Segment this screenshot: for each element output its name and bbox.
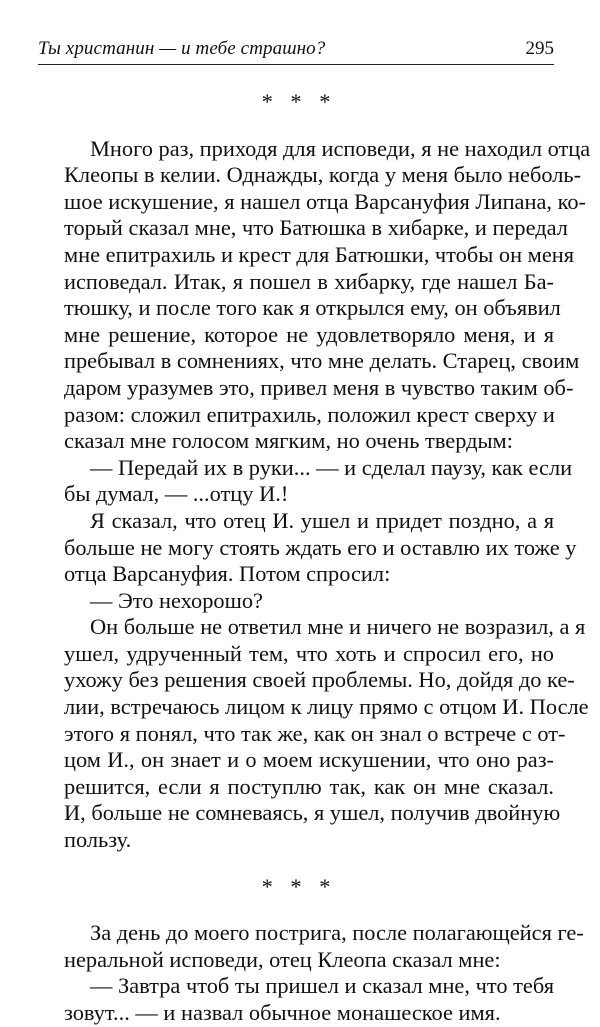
paragraph [38, 920, 584, 973]
paragraph [38, 588, 554, 615]
paragraph [38, 135, 591, 455]
paragraph [38, 454, 573, 508]
text-line: цом И., он знает и о моем искушении, что оно раз- [64, 747, 554, 773]
text-line: Клеопы в келии. Однажды, когда у меня было неболь- [64, 162, 582, 188]
text-line: лии, встречаюсь лицом к лицу прямо с отцом И. После [64, 694, 589, 720]
paragraph [38, 507, 577, 588]
text-line: — Завтра чтоб ты пришел и сказал мне, что тебя [90, 973, 554, 999]
body-text [38, 89, 591, 1027]
text-line: шое искушение, я нашел отца Варсануфия Липана, ко- [64, 188, 586, 214]
section-divider: * * * [261, 89, 337, 114]
text-line: Я сказал, что отец И. ушел и придет поздно, а я [90, 507, 554, 533]
text-line: зовут... — и назвал обычное монашеское имя. [64, 1000, 501, 1025]
text-line: сказал мне голосом мягким, но очень твердым: [64, 428, 513, 454]
text-line: ухожу без решения своей проблемы. Но, дойдя до ке- [64, 667, 575, 693]
text-line: Много раз, приходя для исповеди, я не находил отца [90, 135, 591, 161]
text-line: решится, если я поступлю так, как он мне сказал. [64, 773, 554, 799]
text-line: ушел, удрученный тем, что хоть и спросил его, но [64, 640, 554, 666]
running-title: Ты христанин — и тебе страшно? [38, 38, 326, 59]
text-line: разом: сложил епитрахиль, положил крест сверху и [64, 401, 555, 427]
text-line: отца Варсануфия. Потом спросил: [64, 561, 391, 587]
text-line: — Передай их в руки... — и сделал паузу, как если [90, 454, 573, 480]
text-line: — Это нехорошо? [90, 587, 263, 613]
page-header [38, 34, 554, 65]
text-line: бы думал, — ...отцу И.! [64, 481, 289, 507]
text-line: мне епитрахиль и крест для Батюшки, чтобы он меня [64, 241, 575, 267]
text-line: За день до моего пострига, после полагающейся ге- [90, 920, 584, 946]
text-line: И, больше не сомневаясь, я ушел, получив двойную [64, 800, 561, 826]
text-line: неральной исповеди, отец Клеопа сказал мне: [64, 946, 501, 972]
text-line: даром уразумев это, привел меня в чувство таким об- [64, 374, 574, 400]
text-line: тюшку, и после того как я открылся ему, он объявил [64, 295, 561, 321]
text-line: Он больше не ответил мне и ничего не возразил, а я [90, 614, 586, 640]
text-line: пользу. [64, 827, 132, 853]
text-line: этого я понял, что так же, как он знал о встрече с от- [64, 720, 566, 746]
text-line: торый сказал мне, что Батюшка в хибарке, и передал [64, 215, 568, 241]
page-number: 295 [525, 38, 554, 59]
text-line: мне решение, которое не удовлетворяло меня, и я [64, 321, 554, 347]
paragraph [38, 973, 554, 1026]
text-line: пребывал в сомнениях, что мне делать. Старец, своим [64, 348, 580, 374]
section-divider: * * * [261, 873, 337, 899]
paragraph [38, 614, 589, 853]
text-line: больше не могу стоять ждать его и оставлю их тоже у [64, 534, 577, 560]
text-line: исповедал. Итак, я пошел в хибарку, где нашел Ба- [64, 268, 554, 294]
